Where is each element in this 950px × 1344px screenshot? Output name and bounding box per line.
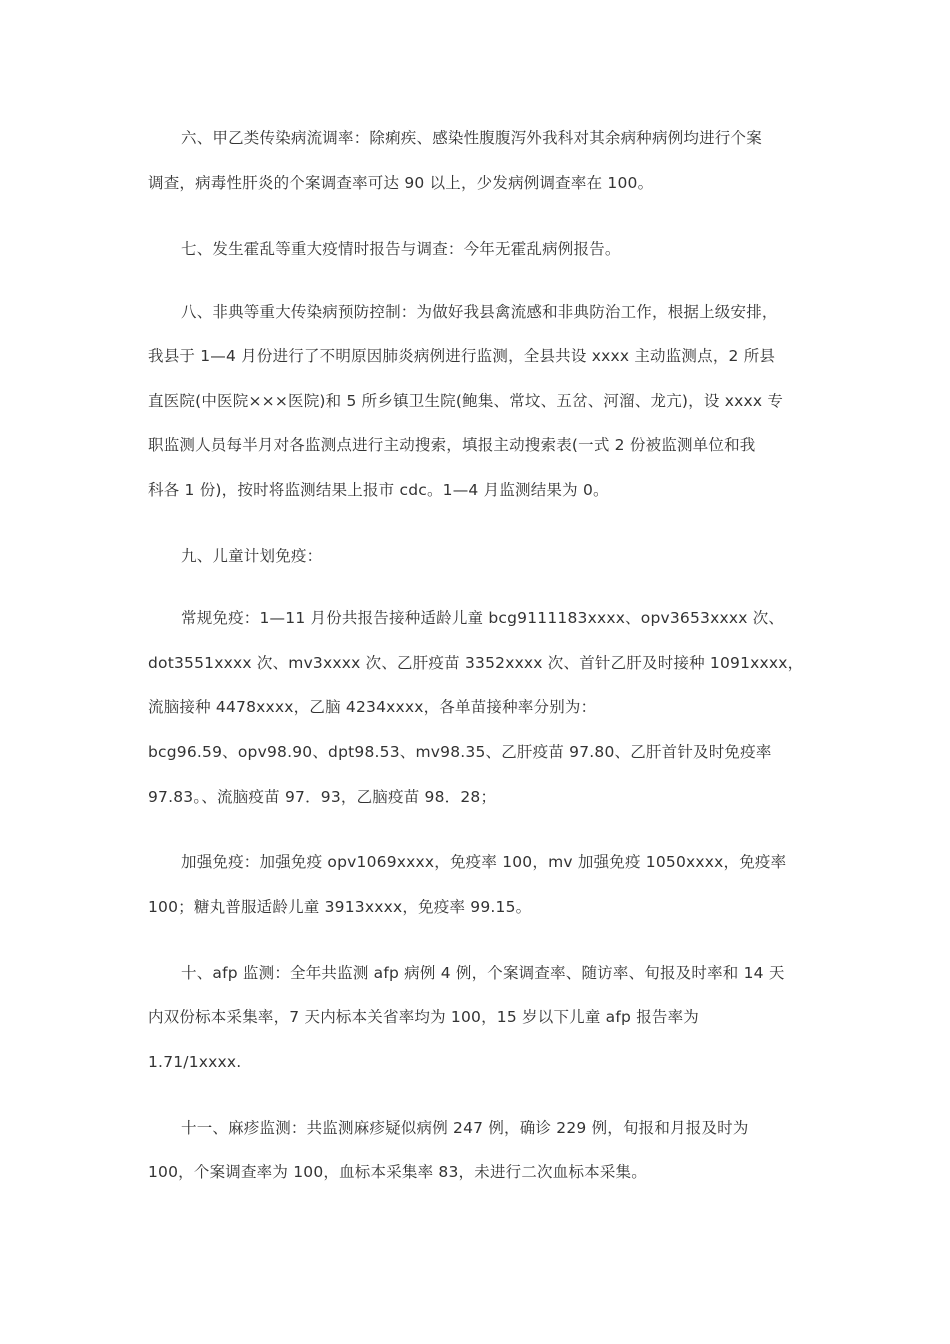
paragraph-line: 1.71/1xxxx.	[148, 1053, 242, 1071]
paragraph-line: 100，个案调查率为 100，血标本采集率 83，未进行二次血标本采集。	[148, 1163, 647, 1181]
paragraph-line: 职监测人员每半月对各监测点进行主动搜索，填报主动搜索表(一式 2 份被监测单位和我	[148, 436, 756, 454]
paragraph-line: 流脑接种 4478xxxx，乙脑 4234xxxx，各单苗接种率分别为：	[148, 698, 597, 716]
paragraph-line: 直医院(中医院×××医院)和 5 所乡镇卫生院(鲍集、常坟、五岔、河溜、龙亢)，设 xxxx 专	[148, 392, 784, 410]
paragraph-line: 我县于 1—4 月份进行了不明原因肺炎病例进行监测，全县共设 xxxx 主动监测点，2 所县	[148, 347, 776, 365]
paragraph-line: 常规免疫：1—11 月份共报告接种适龄儿童 bcg9111183xxxx、opv3653xxxx 次、	[181, 609, 785, 627]
paragraph-line: dot3551xxxx 次、mv3xxxx 次、乙肝疫苗 3352xxxx 次、首针乙肝及时接种 1091xxxx，	[148, 654, 804, 672]
paragraph-line: 科各 1 份)，按时将监测结果上报市 cdc。1—4 月监测结果为 0。	[148, 481, 609, 499]
paragraph-line: 调查，病毒性肝炎的个案调查率可达 90 以上，少发病例调查率在 100。	[148, 174, 654, 192]
paragraph-line: 六、甲乙类传染病流调率：除痢疾、感染性腹腹泻外我科对其余病种病例均进行个案	[181, 129, 762, 147]
paragraph-line: 加强免疫：加强免疫 opv1069xxxx，免疫率 100，mv 加强免疫 1050xxxx，免疫率	[181, 853, 787, 871]
paragraph-line: 八、非典等重大传染病预防控制：为做好我县禽流感和非典防治工作，根据上级安排，	[181, 303, 778, 321]
paragraph-line: 100；糖丸普服适龄儿童 3913xxxx，免疫率 99.15。	[148, 898, 532, 916]
paragraph-line: 十一、麻疹监测：共监测麻疹疑似病例 247 例，确诊 229 例，旬报和月报及时为	[181, 1119, 749, 1137]
paragraph-line: 内双份标本采集率，7 天内标本关省率均为 100，15 岁以下儿童 afp 报告率为	[148, 1008, 700, 1026]
paragraph-line: 七、发生霍乱等重大疫情时报告与调查：今年无霍乱病例报告。	[181, 240, 621, 258]
paragraph-line: 十、afp 监测：全年共监测 afp 病例 4 例，个案调查率、随访率、旬报及时率和 14 天	[181, 964, 785, 982]
paragraph-line: 九、儿童计划免疫：	[181, 547, 323, 565]
paragraph-line: 97.83。、流脑疫苗 97．93，乙脑疫苗 98．28；	[148, 788, 497, 806]
paragraph-line: bcg96.59、opv98.90、dpt98.53、mv98.35、乙肝疫苗 97.80、乙肝首针及时免疫率	[148, 743, 772, 761]
